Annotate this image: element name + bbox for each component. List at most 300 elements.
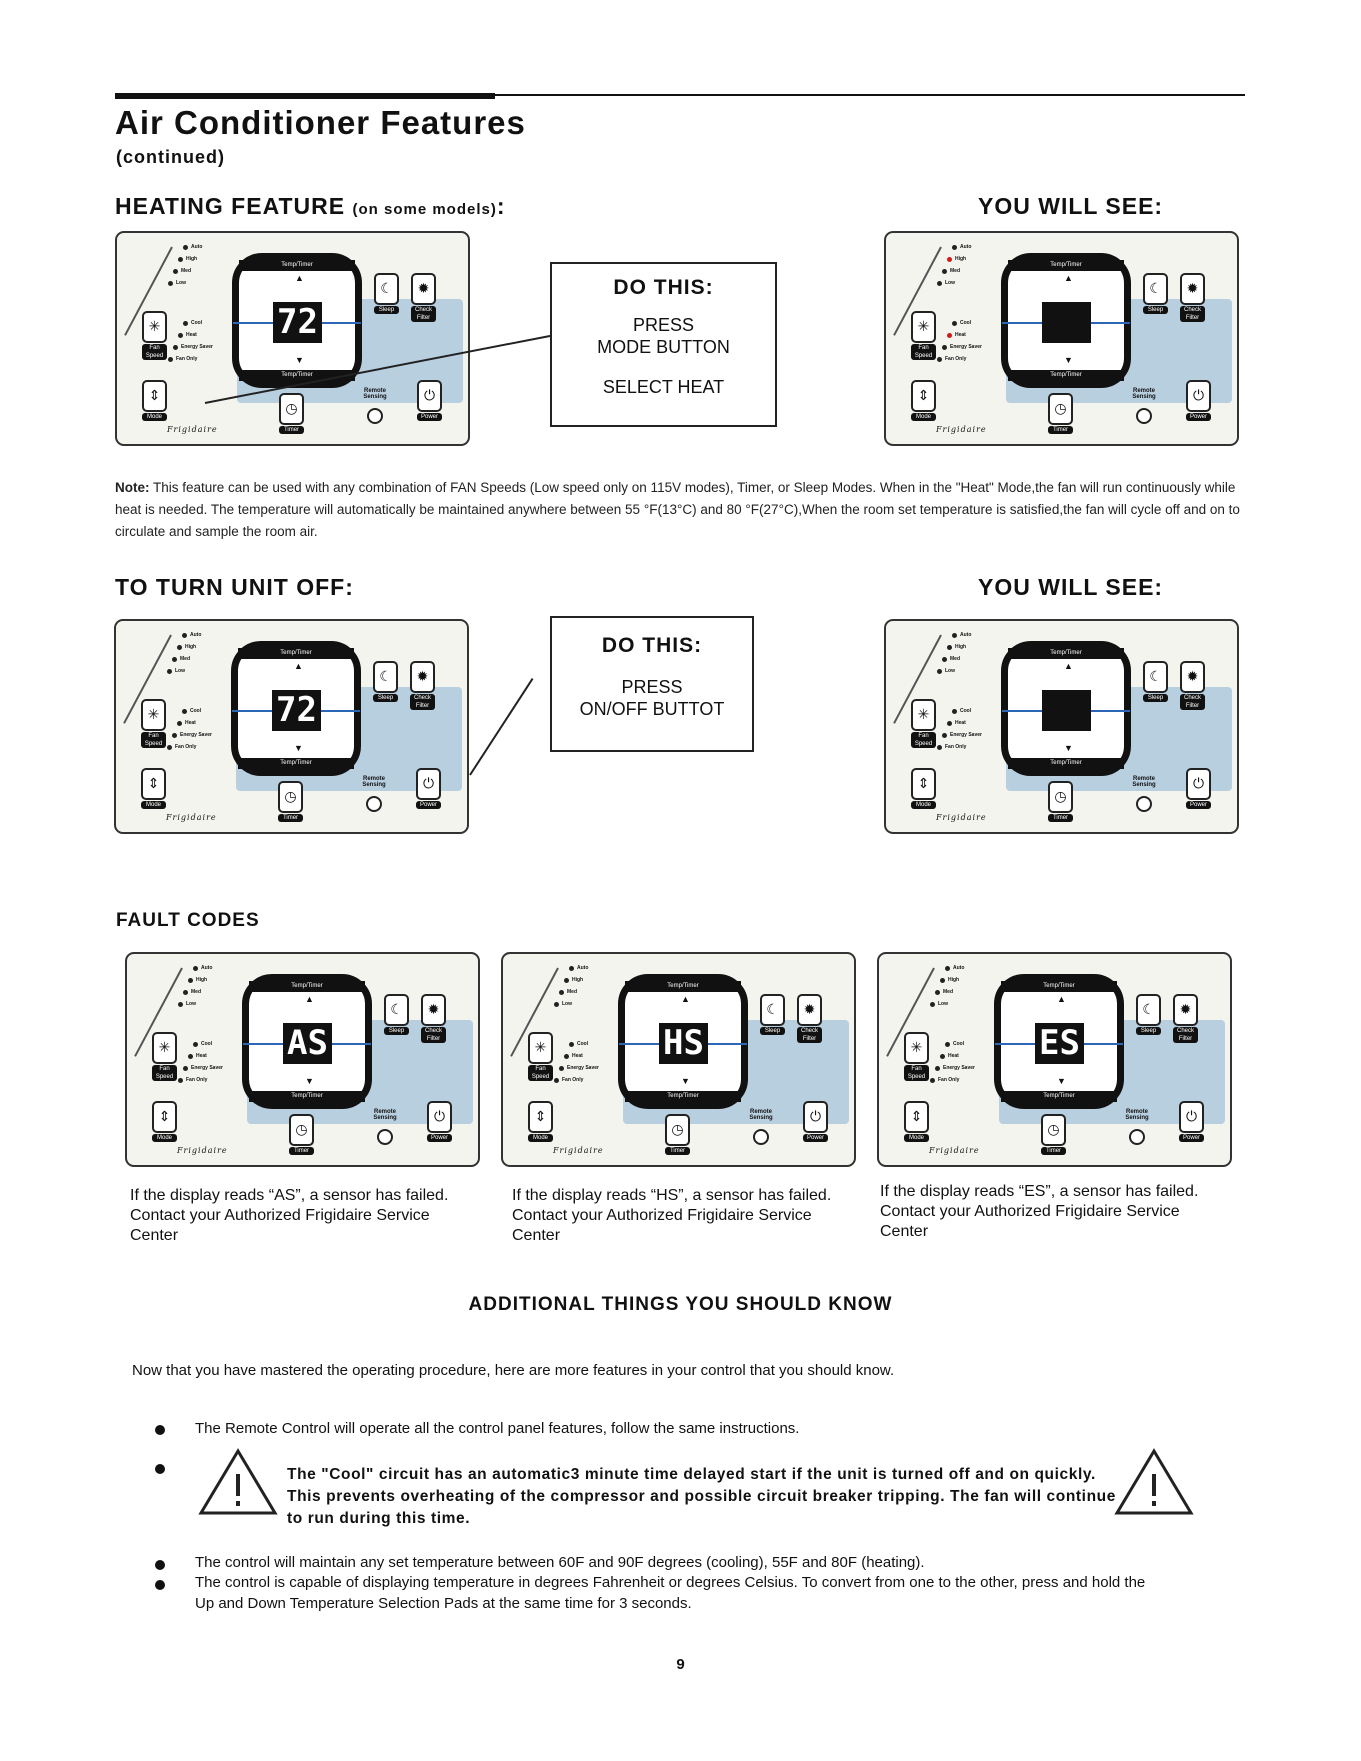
do-this-box-off xyxy=(550,616,754,752)
mode-indicator xyxy=(945,1042,950,1047)
mode-label: Heat xyxy=(186,332,197,338)
fan-speed-indicator xyxy=(937,281,942,286)
fan-speed-button[interactable]: ✳ xyxy=(911,311,936,343)
fan-speed-indicator xyxy=(947,257,952,262)
sleep-button-label: Sleep xyxy=(373,694,398,702)
mode-indicator xyxy=(188,1054,193,1059)
temp-up-icon[interactable]: ▲ xyxy=(305,994,314,1004)
temperature-display xyxy=(1001,641,1131,776)
timer-button[interactable]: ◷ xyxy=(1041,1114,1066,1146)
do-this-box-heat xyxy=(550,262,777,427)
fan-speed-indicator xyxy=(177,645,182,650)
remote-sensing-label: Remote Sensing xyxy=(1132,388,1156,400)
mode-indicator xyxy=(177,721,182,726)
check-filter-button-label: Check Filter xyxy=(1173,1027,1198,1043)
power-button[interactable]: ⏻ xyxy=(416,768,441,800)
header-rule-accent xyxy=(115,93,495,99)
mode-indicator xyxy=(937,357,942,362)
power-button[interactable]: ⏻ xyxy=(803,1101,828,1133)
mode-label: Heat xyxy=(196,1053,207,1059)
power-button-label: Power xyxy=(1186,801,1211,809)
page-title: Air Conditioner Features xyxy=(115,104,526,141)
bullet-dot xyxy=(155,1425,165,1435)
do-this-heading: DO THIS: xyxy=(613,276,714,299)
mode-indicator xyxy=(952,709,957,714)
fan-speed-label: Low xyxy=(938,1001,948,1007)
do-this-line: PRESS xyxy=(632,315,695,335)
fan-speed-label: Low xyxy=(945,668,955,674)
additional-intro: Now that you have mastered the operating procedure, here are more features in your control that you should know. xyxy=(132,1362,895,1379)
mode-label: Fan Only xyxy=(938,1077,960,1083)
mode-label: Cool xyxy=(201,1041,213,1047)
fan-speed-button[interactable]: ✳ xyxy=(911,699,936,731)
warning-cool-circuit: The "Cool" circuit has an automatic3 minute time delayed start if the unit is turned off and on quickly. This prevents overheating of the compressor and possible circuit breaker tripping. The fan will continue to run during this time. xyxy=(287,1466,1116,1527)
fault-description-as: If the display reads “AS”, a sensor has failed. Contact your Authorized Frigidaire Service Center xyxy=(130,1187,449,1244)
mode-indicator xyxy=(183,321,188,326)
check-filter-button-label: Check Filter xyxy=(421,1027,446,1043)
temperature-display xyxy=(231,641,361,776)
mode-label: Cool xyxy=(960,708,972,714)
brand-logo: Frigidaire xyxy=(167,425,218,434)
remote-sensor xyxy=(1136,796,1152,812)
temp-down-icon[interactable]: ▼ xyxy=(294,743,303,753)
power-button[interactable]: ⏻ xyxy=(1179,1101,1204,1133)
sleep-button-label: Sleep xyxy=(1136,1027,1161,1035)
mode-button-label: Mode xyxy=(904,1134,929,1142)
mode-indicator xyxy=(930,1078,935,1083)
temp-timer-up-label: Temp/Timer xyxy=(1001,981,1117,992)
mode-label: Energy Saver xyxy=(181,344,213,350)
mode-indicator xyxy=(178,333,183,338)
heating-heading-note: (on some models) xyxy=(352,201,497,218)
brand-logo: Frigidaire xyxy=(177,1146,228,1155)
check-filter-button-label: Check Filter xyxy=(1180,694,1205,710)
display-readout: ES xyxy=(1035,1023,1084,1064)
temp-timer-up-label: Temp/Timer xyxy=(1008,648,1124,659)
control-panel-heat-before xyxy=(115,231,470,446)
mode-button-label: Mode xyxy=(141,801,166,809)
fan-speed-button-label: Fan Speed xyxy=(911,344,936,360)
fan-speed-indicator xyxy=(947,645,952,650)
mode-label: Fan Only xyxy=(562,1077,584,1083)
fan-speed-label: Auto xyxy=(577,965,589,971)
temp-timer-down-label: Temp/Timer xyxy=(239,370,355,381)
sleep-button[interactable]: ☾ xyxy=(374,273,399,305)
control-panel-heat-result xyxy=(884,231,1239,446)
mode-label: Cool xyxy=(191,320,203,326)
fan-speed-label: Auto xyxy=(960,632,972,638)
display-readout: 72 xyxy=(272,690,321,731)
temp-timer-down-label: Temp/Timer xyxy=(1008,758,1124,769)
fan-speed-button-label: Fan Speed xyxy=(911,732,936,748)
bullet-fahrenheit-celsius: The control is capable of displaying temperature in degrees Fahrenheit or degrees Celsius. To convert from one to the other, press and hold the Up and Down Temperature Selection Pads at the same time for 3 seconds. xyxy=(195,1574,1146,1612)
mode-indicator xyxy=(947,333,952,338)
sleep-button[interactable]: ☾ xyxy=(1143,661,1168,693)
fan-speed-indicator xyxy=(183,990,188,995)
temp-down-icon[interactable]: ▼ xyxy=(681,1076,690,1086)
fan-speed-indicator xyxy=(952,633,957,638)
fan-speed-label: Auto xyxy=(960,244,972,250)
temp-down-icon[interactable]: ▼ xyxy=(305,1076,314,1086)
fan-speed-indicator xyxy=(930,1002,935,1007)
control-panel-fault-es xyxy=(877,952,1232,1167)
timer-button-label: Timer xyxy=(1041,1147,1066,1155)
check-filter-button-label: Check Filter xyxy=(411,306,436,322)
note-label: Note: xyxy=(115,480,150,495)
power-button[interactable]: ⏻ xyxy=(417,380,442,412)
fan-speed-indicator xyxy=(564,978,569,983)
fan-speed-label: Low xyxy=(186,1001,196,1007)
mode-indicator xyxy=(942,733,947,738)
do-this-heading: DO THIS: xyxy=(601,634,703,657)
check-filter-button[interactable]: ✹ xyxy=(421,994,446,1026)
remote-sensor xyxy=(366,796,382,812)
remote-sensor xyxy=(377,1129,393,1145)
temp-timer-up-label: Temp/Timer xyxy=(1008,260,1124,271)
mode-indicator xyxy=(182,709,187,714)
bullet-dot xyxy=(155,1580,165,1590)
mode-label: Heat xyxy=(572,1053,583,1059)
power-button-label: Power xyxy=(427,1134,452,1142)
mode-indicator xyxy=(569,1042,574,1047)
fan-speed-label: Med xyxy=(180,656,190,662)
temp-timer-down-label: Temp/Timer xyxy=(1001,1091,1117,1102)
temp-timer-down-label: Temp/Timer xyxy=(1008,370,1124,381)
timer-button-label: Timer xyxy=(1048,426,1073,434)
sleep-button-label: Sleep xyxy=(384,1027,409,1035)
bullet-remote-control: The Remote Control will operate all the control panel features, follow the same instructions. xyxy=(195,1420,800,1437)
power-button[interactable]: ⏻ xyxy=(1186,380,1211,412)
pointer-line xyxy=(469,678,533,776)
remote-sensing-label: Remote Sensing xyxy=(1125,1109,1149,1121)
brand-logo: Frigidaire xyxy=(553,1146,604,1155)
fan-speed-label: Auto xyxy=(201,965,213,971)
mode-indicator xyxy=(173,345,178,350)
check-filter-button[interactable]: ✹ xyxy=(797,994,822,1026)
fan-speed-label: High xyxy=(185,644,197,650)
fan-speed-indicator xyxy=(945,966,950,971)
temp-down-icon[interactable]: ▼ xyxy=(1057,1076,1066,1086)
temp-timer-up-label: Temp/Timer xyxy=(249,981,365,992)
mode-indicator xyxy=(940,1054,945,1059)
check-filter-button[interactable]: ✹ xyxy=(1180,273,1205,305)
heating-note xyxy=(115,477,1245,543)
fan-speed-label: Med xyxy=(181,268,191,274)
timer-button[interactable]: ◷ xyxy=(278,781,303,813)
fan-speed-label: Auto xyxy=(953,965,965,971)
sleep-button[interactable]: ☾ xyxy=(384,994,409,1026)
check-filter-button-label: Check Filter xyxy=(410,694,435,710)
fan-speed-label: High xyxy=(196,977,208,983)
check-filter-button[interactable]: ✹ xyxy=(1180,661,1205,693)
mode-indicator xyxy=(952,321,957,326)
temp-down-icon[interactable]: ▼ xyxy=(295,355,304,365)
fan-speed-label: High xyxy=(572,977,584,983)
remote-sensor xyxy=(753,1129,769,1145)
fan-speed-button[interactable]: ✳ xyxy=(528,1032,553,1064)
temp-timer-down-label: Temp/Timer xyxy=(625,1091,741,1102)
temp-up-icon[interactable]: ▲ xyxy=(294,661,303,671)
display-readout: AS xyxy=(283,1023,332,1064)
mode-indicator xyxy=(554,1078,559,1083)
warning-icon xyxy=(1114,1448,1194,1516)
timer-button[interactable]: ◷ xyxy=(665,1114,690,1146)
do-this-line: PRESS xyxy=(621,677,683,697)
do-this-line: SELECT HEAT xyxy=(602,377,725,397)
timer-button[interactable]: ◷ xyxy=(1048,781,1073,813)
temperature-display xyxy=(1001,253,1131,388)
mode-label: Cool xyxy=(953,1041,965,1047)
timer-button-label: Timer xyxy=(1048,814,1073,822)
page-subtitle: (continued) xyxy=(116,147,225,167)
fan-speed-label: Low xyxy=(945,280,955,286)
fan-speed-button-label: Fan Speed xyxy=(152,1065,177,1081)
mode-label: Heat xyxy=(185,720,196,726)
mode-label: Energy Saver xyxy=(191,1065,223,1071)
sleep-button[interactable]: ☾ xyxy=(1143,273,1168,305)
temperature-display xyxy=(242,974,372,1109)
mode-label: Energy Saver xyxy=(180,732,212,738)
temp-up-icon[interactable]: ▲ xyxy=(1064,273,1073,283)
fan-speed-indicator xyxy=(172,657,177,662)
brand-logo: Frigidaire xyxy=(166,813,217,822)
temp-up-icon[interactable]: ▲ xyxy=(1057,994,1066,1004)
mode-indicator xyxy=(935,1066,940,1071)
remote-sensing-label: Remote Sensing xyxy=(1132,776,1156,788)
sleep-button[interactable]: ☾ xyxy=(760,994,785,1026)
sleep-button[interactable]: ☾ xyxy=(373,661,398,693)
power-button-label: Power xyxy=(803,1134,828,1142)
mode-indicator xyxy=(559,1066,564,1071)
temp-up-icon[interactable]: ▲ xyxy=(681,994,690,1004)
fan-speed-button[interactable]: ✳ xyxy=(904,1032,929,1064)
timer-button-label: Timer xyxy=(279,426,304,434)
page-number: 9 xyxy=(676,1656,685,1673)
mode-indicator xyxy=(193,1042,198,1047)
fan-speed-indicator xyxy=(173,269,178,274)
mode-label: Heat xyxy=(955,332,966,338)
temperature-display xyxy=(994,974,1124,1109)
temperature-display xyxy=(232,253,362,388)
timer-button[interactable]: ◷ xyxy=(279,393,304,425)
timer-button-label: Timer xyxy=(278,814,303,822)
fan-speed-indicator xyxy=(167,669,172,674)
fan-speed-indicator xyxy=(178,1002,183,1007)
fan-speed-button[interactable]: ✳ xyxy=(152,1032,177,1064)
mode-indicator xyxy=(947,721,952,726)
fault-codes-heading: FAULT CODES xyxy=(116,910,260,931)
fan-speed-indicator xyxy=(183,245,188,250)
remote-sensor xyxy=(1129,1129,1145,1145)
fan-speed-label: Med xyxy=(950,268,960,274)
heating-heading xyxy=(115,193,506,220)
heating-heading-colon: : xyxy=(496,193,506,219)
mode-label: Energy Saver xyxy=(950,344,982,350)
check-filter-button[interactable]: ✹ xyxy=(410,661,435,693)
mode-indicator xyxy=(942,345,947,350)
check-filter-button-label: Check Filter xyxy=(797,1027,822,1043)
note-text: This feature can be used with any combination of FAN Speeds (Low speed only on 115V modes), Timer, or Sleep Modes. When in the "Heat" Mode,the fan will run continuously while heat is needed. The temperature will automatically be maintained anywhere between 55 °F(13°C) and 80 °F(27°C),When the room set temperature is satisfied,the fan will cycle off and on to circulate and sample the room air. xyxy=(115,480,1240,539)
mode-indicator xyxy=(178,1078,183,1083)
heating-heading-text: HEATING FEATURE xyxy=(115,193,346,219)
bullet-temperature-range: The control will maintain any set temperature between 60F and 90F degrees (cooling), 55F and 80F (heating). xyxy=(195,1554,925,1571)
fan-speed-indicator xyxy=(940,978,945,983)
remote-sensing-label: Remote Sensing xyxy=(373,1109,397,1121)
remote-sensing-label: Remote Sensing xyxy=(362,776,386,788)
fan-speed-indicator xyxy=(188,978,193,983)
fan-speed-button-label: Fan Speed xyxy=(141,732,166,748)
fan-speed-label: Low xyxy=(175,668,185,674)
fan-speed-indicator xyxy=(182,633,187,638)
fault-description-es: If the display reads “ES”, a sensor has failed. Contact your Authorized Frigidaire Service Center xyxy=(880,1183,1199,1240)
fan-speed-label: Auto xyxy=(191,244,203,250)
control-panel-off-before xyxy=(114,619,469,834)
turn-off-you-will-see: YOU WILL SEE: xyxy=(978,574,1164,600)
display-readout: HS xyxy=(659,1023,708,1064)
fan-speed-indicator xyxy=(554,1002,559,1007)
display-readout-blank xyxy=(1042,302,1091,343)
temp-down-icon[interactable]: ▼ xyxy=(1064,355,1073,365)
fan-speed-indicator xyxy=(178,257,183,262)
remote-sensing-label: Remote Sensing xyxy=(363,388,387,400)
bullet-dot xyxy=(155,1464,165,1474)
temp-timer-down-label: Temp/Timer xyxy=(249,1091,365,1102)
mode-button[interactable]: ⇕ xyxy=(904,1101,929,1133)
fan-speed-indicator xyxy=(193,966,198,971)
display-readout: 72 xyxy=(273,302,322,343)
fan-speed-indicator xyxy=(952,245,957,250)
fan-speed-label: High xyxy=(955,644,967,650)
turn-off-heading: TO TURN UNIT OFF: xyxy=(115,574,354,600)
mode-label: Cool xyxy=(577,1041,589,1047)
temp-timer-up-label: Temp/Timer xyxy=(239,260,355,271)
check-filter-button[interactable]: ✹ xyxy=(1173,994,1198,1026)
temp-up-icon[interactable]: ▲ xyxy=(295,273,304,283)
timer-button[interactable]: ◷ xyxy=(289,1114,314,1146)
mode-button-label: Mode xyxy=(911,413,936,421)
mode-label: Energy Saver xyxy=(943,1065,975,1071)
fan-speed-indicator xyxy=(559,990,564,995)
fan-speed-label: Med xyxy=(950,656,960,662)
fan-speed-label: Low xyxy=(176,280,186,286)
mode-indicator xyxy=(564,1054,569,1059)
mode-button-label: Mode xyxy=(528,1134,553,1142)
mode-button[interactable]: ⇕ xyxy=(152,1101,177,1133)
mode-indicator xyxy=(167,745,172,750)
display-readout-blank xyxy=(1042,690,1091,731)
mode-label: Fan Only xyxy=(175,744,197,750)
fan-speed-indicator xyxy=(935,990,940,995)
sleep-button-label: Sleep xyxy=(1143,694,1168,702)
mode-indicator xyxy=(168,357,173,362)
brand-logo: Frigidaire xyxy=(936,813,987,822)
mode-button-label: Mode xyxy=(152,1134,177,1142)
fan-speed-indicator xyxy=(569,966,574,971)
fan-speed-label: Auto xyxy=(190,632,202,638)
mode-button-label: Mode xyxy=(911,801,936,809)
power-button-label: Power xyxy=(1186,413,1211,421)
remote-sensor xyxy=(367,408,383,424)
fan-speed-indicator xyxy=(168,281,173,286)
power-button[interactable]: ⏻ xyxy=(427,1101,452,1133)
fan-speed-button-label: Fan Speed xyxy=(528,1065,553,1081)
fan-speed-indicator xyxy=(937,669,942,674)
do-this-line: MODE BUTTON xyxy=(597,337,730,357)
brand-logo: Frigidaire xyxy=(929,1146,980,1155)
mode-label: Energy Saver xyxy=(950,732,982,738)
temperature-display xyxy=(618,974,748,1109)
fan-speed-label: Med xyxy=(191,989,201,995)
mode-label: Cool xyxy=(960,320,972,326)
mode-button[interactable]: ⇕ xyxy=(141,768,166,800)
temp-down-icon[interactable]: ▼ xyxy=(1064,743,1073,753)
timer-button[interactable]: ◷ xyxy=(1048,393,1073,425)
mode-indicator xyxy=(183,1066,188,1071)
sleep-button-label: Sleep xyxy=(760,1027,785,1035)
power-button-label: Power xyxy=(1179,1134,1204,1142)
power-button-label: Power xyxy=(417,413,442,421)
check-filter-button[interactable]: ✹ xyxy=(411,273,436,305)
warning-icon xyxy=(198,1448,278,1516)
fan-speed-button[interactable]: ✳ xyxy=(141,699,166,731)
mode-label: Fan Only xyxy=(945,744,967,750)
remote-sensor xyxy=(1136,408,1152,424)
mode-label: Cool xyxy=(190,708,202,714)
fan-speed-label: Med xyxy=(943,989,953,995)
mode-label: Heat xyxy=(955,720,966,726)
brand-logo: Frigidaire xyxy=(936,425,987,434)
mode-button[interactable]: ⇕ xyxy=(911,380,936,412)
fan-speed-button[interactable]: ✳ xyxy=(142,311,167,343)
mode-button-label: Mode xyxy=(142,413,167,421)
temp-up-icon[interactable]: ▲ xyxy=(1064,661,1073,671)
timer-button-label: Timer xyxy=(289,1147,314,1155)
additional-heading: ADDITIONAL THINGS YOU SHOULD KNOW xyxy=(468,1294,893,1315)
mode-label: Heat xyxy=(948,1053,959,1059)
do-this-line: ON/OFF BUTTOT xyxy=(579,699,725,719)
mode-label: Fan Only xyxy=(186,1077,208,1083)
mode-label: Fan Only xyxy=(176,356,198,362)
timer-button-label: Timer xyxy=(665,1147,690,1155)
control-panel-off-result xyxy=(884,619,1239,834)
fan-speed-label: High xyxy=(948,977,960,983)
fan-speed-indicator xyxy=(942,657,947,662)
power-button[interactable]: ⏻ xyxy=(1186,768,1211,800)
sleep-button-label: Sleep xyxy=(374,306,399,314)
fan-speed-label: High xyxy=(186,256,198,262)
fan-speed-label: Med xyxy=(567,989,577,995)
fan-speed-button-label: Fan Speed xyxy=(904,1065,929,1081)
power-button-label: Power xyxy=(416,801,441,809)
mode-label: Fan Only xyxy=(945,356,967,362)
sleep-button-label: Sleep xyxy=(1143,306,1168,314)
fan-speed-button-label: Fan Speed xyxy=(142,344,167,360)
mode-button[interactable]: ⇕ xyxy=(911,768,936,800)
mode-indicator xyxy=(172,733,177,738)
mode-button[interactable]: ⇕ xyxy=(528,1101,553,1133)
sleep-button[interactable]: ☾ xyxy=(1136,994,1161,1026)
fan-speed-label: Low xyxy=(562,1001,572,1007)
control-panel-fault-hs xyxy=(501,952,856,1167)
mode-button[interactable]: ⇕ xyxy=(142,380,167,412)
control-panel-fault-as xyxy=(125,952,480,1167)
mode-indicator xyxy=(937,745,942,750)
fan-speed-label: High xyxy=(955,256,967,262)
temp-timer-up-label: Temp/Timer xyxy=(625,981,741,992)
remote-sensing-label: Remote Sensing xyxy=(749,1109,773,1121)
mode-label: Energy Saver xyxy=(567,1065,599,1071)
temp-timer-up-label: Temp/Timer xyxy=(238,648,354,659)
